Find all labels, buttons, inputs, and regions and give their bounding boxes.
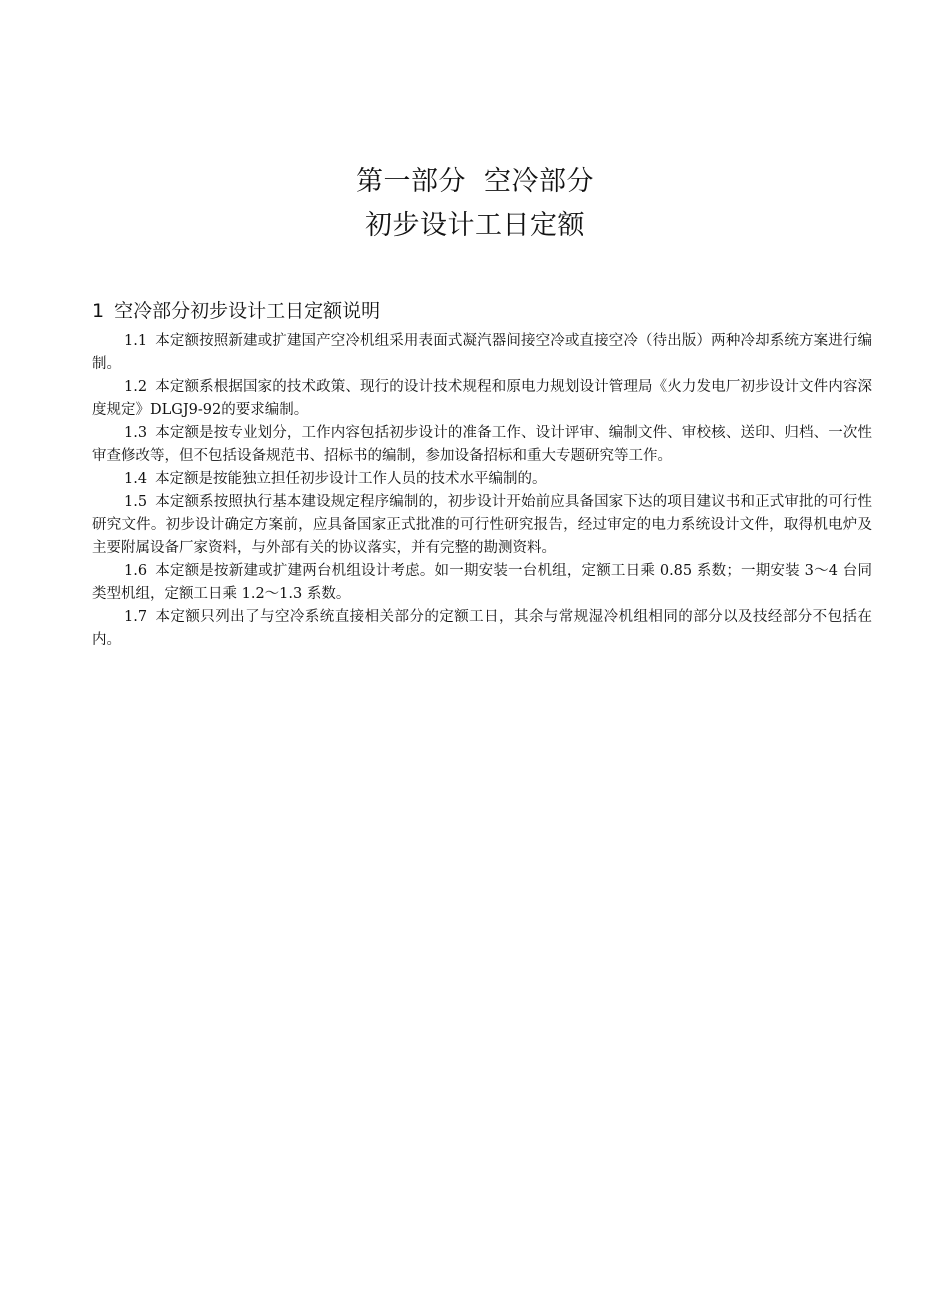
document-title [0,160,950,204]
paragraph-1-1 [92,330,872,376]
paragraph-text: 本定额按照新建或扩建国产空冷机组采用表面式凝汽器间接空冷或直接空冷（待出版）两种冷却系统方案进行编制。 [92,333,872,372]
paragraph-number: 1.2 [124,379,148,395]
section-1 [92,296,872,652]
paragraph-number: 1.6 [124,563,148,579]
paragraph-1-4 [92,468,872,491]
title-part: 第一部分 [356,166,466,197]
paragraph-text: 本定额系按照执行基本建设规定程序编制的，初步设计开始前应具备国家下达的项目建议书和正式审批的可行性研究文件。初步设计确定方案前，应具备国家正式批准的可行性研究报告，经过审定的电力系统设计文件，取得机电炉及主要附属设备厂家资料，与外部有关的协议落实，并有完整的勘测资料。 [92,494,872,556]
paragraph-1-3 [92,422,872,468]
document-title-block [0,160,950,248]
section-heading [92,296,872,326]
section-number: 1 [92,300,105,322]
paragraph-text: 本定额是按新建或扩建两台机组设计考虑。如一期安装一台机组，定额工日乘 0.85 系数；一期安装 3～4 台同类型机组，定额工日乘 1.2～1.3 系数。 [92,563,872,602]
paragraph-text: 本定额只列出了与空冷系统直接相关部分的定额工日，其余与常规湿冷机组相同的部分以及技经部分不包括在内。 [92,609,872,648]
paragraph-text: 本定额系根据国家的技术政策、现行的设计技术规程和原电力规划设计管理局《火力发电厂初步设计文件内容深度规定》DLGJ9-92的要求编制。 [92,379,872,418]
paragraph-number: 1.5 [124,494,148,510]
paragraph-text: 本定额是按能独立担任初步设计工作人员的技术水平编制的。 [155,471,547,487]
paragraph-text: 本定额是按专业划分，工作内容包括初步设计的准备工作、设计评审、编制文件、审校核、送印、归档、一次性审查修改等，但不包括设备规范书、招标书的编制，参加设备招标和重大专题研究等工作。 [92,425,872,464]
paragraph-number: 1.3 [124,425,148,441]
document-subtitle: 初步设计工日定额 [365,210,585,241]
paragraph-number: 1.4 [124,471,148,487]
paragraph-number: 1.1 [124,333,148,349]
section-title: 空冷部分初步设计工日定额说明 [114,300,381,322]
paragraph-1-5 [92,491,872,560]
title-part-name: 空冷部分 [484,166,594,197]
paragraph-number: 1.7 [124,609,148,625]
paragraph-1-2 [92,376,872,422]
paragraph-1-6 [92,560,872,606]
paragraph-1-7 [92,606,872,652]
